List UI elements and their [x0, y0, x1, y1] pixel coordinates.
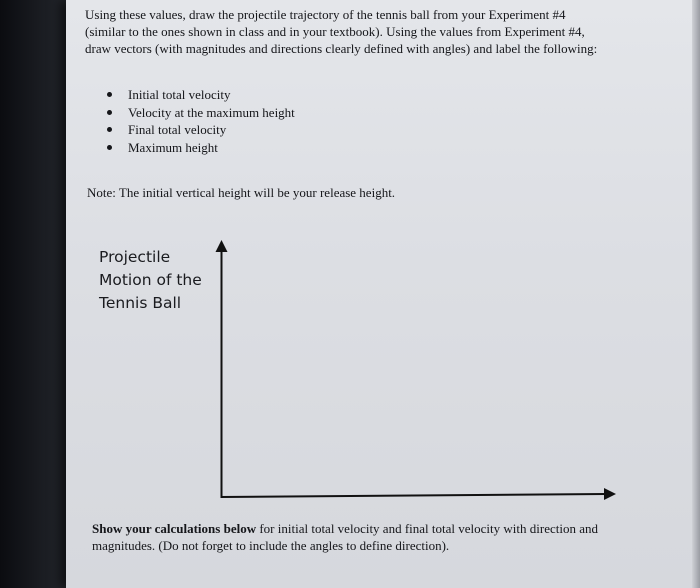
x-axis: [221, 494, 607, 497]
list-item-text: Velocity at the maximum height: [128, 104, 295, 120]
calculations-bold-text: Show your calculations below: [92, 521, 257, 536]
list-item-text: Maximum height: [128, 139, 218, 155]
calculations-text: for initial total velocity and final total velocity with direction and magnitudes. (Do not forget to include the angles to define direction).: [92, 521, 598, 553]
instructions-paragraph: Using these values, draw the projectile trajectory of the tennis ball from your Experiment #4 (similar to the ones shown in class and in your textbook). Using the values from Experiment #4, draw vectors (with magnitudes and directions clearly defined with angles) and label the following:: [85, 7, 598, 56]
release-height-note: Note: The initial vertical height will be your release height.: [87, 185, 396, 200]
list-item-text: Initial total velocity: [128, 87, 231, 102]
x-axis-arrowhead-icon: [604, 488, 616, 500]
y-axis-arrowhead-icon: [216, 240, 228, 252]
list-item-text: Final total velocity: [128, 122, 227, 137]
graph-title-line: Motion of the: [99, 271, 202, 289]
graph-title-line: Projectile: [99, 248, 171, 266]
calculations-instruction: [92, 521, 612, 554]
graph-title-line: Tennis Ball: [99, 294, 182, 312]
